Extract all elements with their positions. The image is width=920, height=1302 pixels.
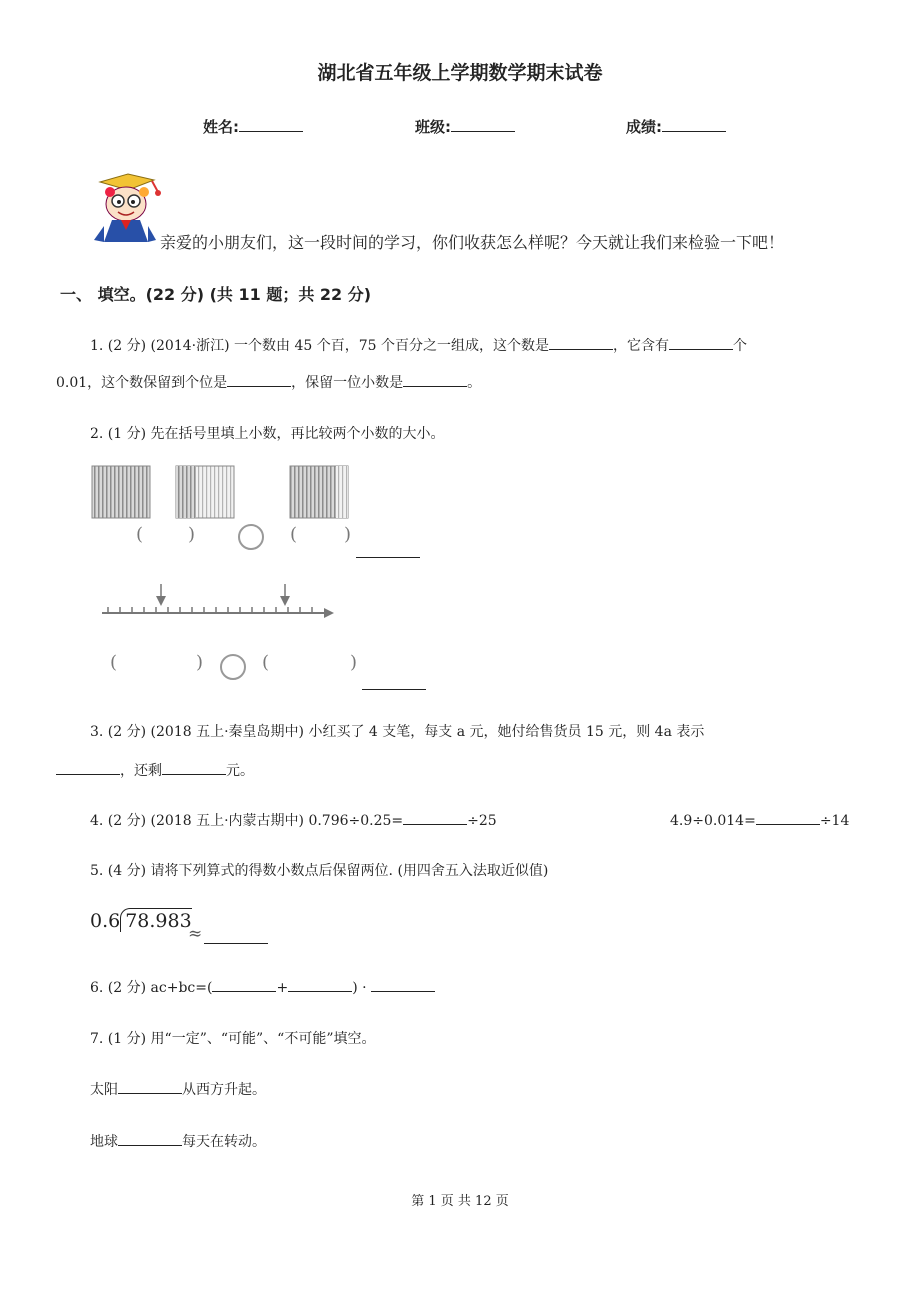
compare-circle-2[interactable]	[220, 654, 246, 680]
shaded-square-1	[92, 466, 150, 518]
name-label: 姓名:	[203, 118, 239, 136]
q3-text-b: 元。	[226, 763, 254, 779]
class-field	[415, 116, 515, 137]
q7-blank-2[interactable]	[118, 1130, 182, 1146]
q2-paren-4-open: (	[262, 652, 270, 673]
question-6	[90, 976, 435, 997]
q2-answer-blank-2[interactable]	[362, 674, 426, 690]
class-blank[interactable]	[451, 116, 515, 132]
q1-blank-2[interactable]	[669, 334, 733, 350]
q2-answer-blank-1[interactable]	[356, 542, 420, 558]
q3-blank-1[interactable]	[56, 759, 120, 775]
q4-blank-1[interactable]	[403, 809, 467, 825]
q7-text-d: 每天在转动。	[182, 1134, 266, 1150]
q2-paren-2-close: )	[344, 524, 352, 545]
q6-text-a: 6. (2 分) ac+bc=(	[90, 980, 213, 996]
q1-text-e: ，保留一位小数是	[291, 375, 404, 391]
name-blank[interactable]	[239, 116, 303, 132]
page-title: 湖北省五年级上学期数学期末试卷	[317, 62, 603, 84]
q6-text-c: ) ·	[352, 980, 367, 996]
q4-text-c: 4.9÷0.014=	[670, 813, 756, 829]
q1-blank-3[interactable]	[227, 371, 291, 387]
q2-paren-2-open: (	[290, 524, 298, 545]
question-7-text: 7. (1 分) 用“一定”、“可能”、“不可能”填空。	[90, 1031, 376, 1047]
q4-text-b: ÷25	[467, 813, 497, 829]
section-1-heading: 一、 填空。(22 分) (共 11 题；共 22 分)	[60, 285, 372, 304]
q1-blank-1[interactable]	[549, 334, 613, 350]
greeting-text: 亲爱的小朋友们，这一段时间的学习，你们收获怎么样呢？今天就让我们来检验一下吧！	[160, 233, 785, 252]
shaded-square-3-unfilled	[336, 466, 348, 518]
question-1-line-2	[56, 371, 481, 392]
long-division	[90, 908, 192, 932]
mascot-doctor-cap-image	[88, 168, 168, 248]
q6-text-b: +	[276, 980, 289, 996]
shaded-grid-figures	[90, 462, 360, 524]
q1-text-b: ，它含有	[612, 338, 669, 354]
page-footer: 第 1 页 共 12 页	[411, 1194, 509, 1209]
dividend: 78.983	[125, 910, 192, 932]
q2-paren-4-close: )	[350, 652, 358, 673]
score-field	[626, 116, 726, 137]
q7-text-c: 地球	[90, 1134, 118, 1150]
question-2-text: 2. (1 分) 先在括号里填上小数，再比较两个小数的大小。	[90, 426, 445, 442]
q5-blank[interactable]	[204, 928, 268, 944]
divisor: 0.6	[90, 910, 121, 932]
q1-text-a: 1. (2 分) (2014·浙江) 一个数由 45 个百，75 个百分之一组成，这个数是	[90, 338, 549, 354]
q4-blank-2[interactable]	[756, 809, 820, 825]
division-bracket	[120, 908, 191, 932]
q1-blank-4[interactable]	[403, 371, 467, 387]
shaded-square-2-fill	[176, 466, 196, 518]
question-3-line-1: 3. (2 分) (2018 五上·秦皇岛期中) 小红买了 4 支笔，每支 a 元，她付给售货员 15 元，则 4a 表示	[90, 724, 705, 740]
score-label: 成绩:	[626, 118, 662, 136]
number-line	[96, 580, 346, 642]
score-blank[interactable]	[662, 116, 726, 132]
compare-circle-1[interactable]	[238, 524, 264, 550]
question-1-line-1	[90, 334, 747, 355]
q4-text-d: ÷14	[819, 813, 850, 829]
q2-paren-3-open: (	[110, 652, 118, 673]
q2-paren-1-open: (	[136, 524, 144, 545]
q4-text-a: 4. (2 分) (2018 五上·内蒙古期中) 0.796÷0.25=	[90, 813, 404, 829]
question-7-line-2	[90, 1130, 266, 1151]
approx-sign: ≈	[188, 924, 203, 944]
q3-blank-2[interactable]	[162, 759, 226, 775]
question-4-part-1	[90, 809, 497, 830]
question-4-part-2	[670, 809, 849, 829]
q2-paren-1-close: )	[188, 524, 196, 545]
q3-text-a: ，还剩	[120, 763, 162, 779]
q1-text-d: 0.01，这个数保留到个位是	[56, 375, 228, 391]
question-5-text: 5. (4 分) 请将下列算式的得数小数点后保留两位. (用四舍五入法取近似值)	[90, 863, 549, 879]
q1-text-f: 。	[467, 375, 482, 391]
q7-blank-1[interactable]	[118, 1078, 182, 1094]
q7-text-b: 从西方升起。	[182, 1082, 266, 1098]
q2-paren-3-close: )	[196, 652, 204, 673]
q6-blank-3[interactable]	[371, 976, 435, 992]
q1-text-c: 个	[732, 338, 747, 354]
question-3-line-2	[56, 759, 254, 780]
class-label: 班级:	[415, 118, 451, 136]
question-7-line-1	[90, 1078, 266, 1099]
q7-text-a: 太阳	[90, 1082, 118, 1098]
name-field	[203, 116, 303, 137]
q6-blank-2[interactable]	[288, 976, 352, 992]
q6-blank-1[interactable]	[212, 976, 276, 992]
